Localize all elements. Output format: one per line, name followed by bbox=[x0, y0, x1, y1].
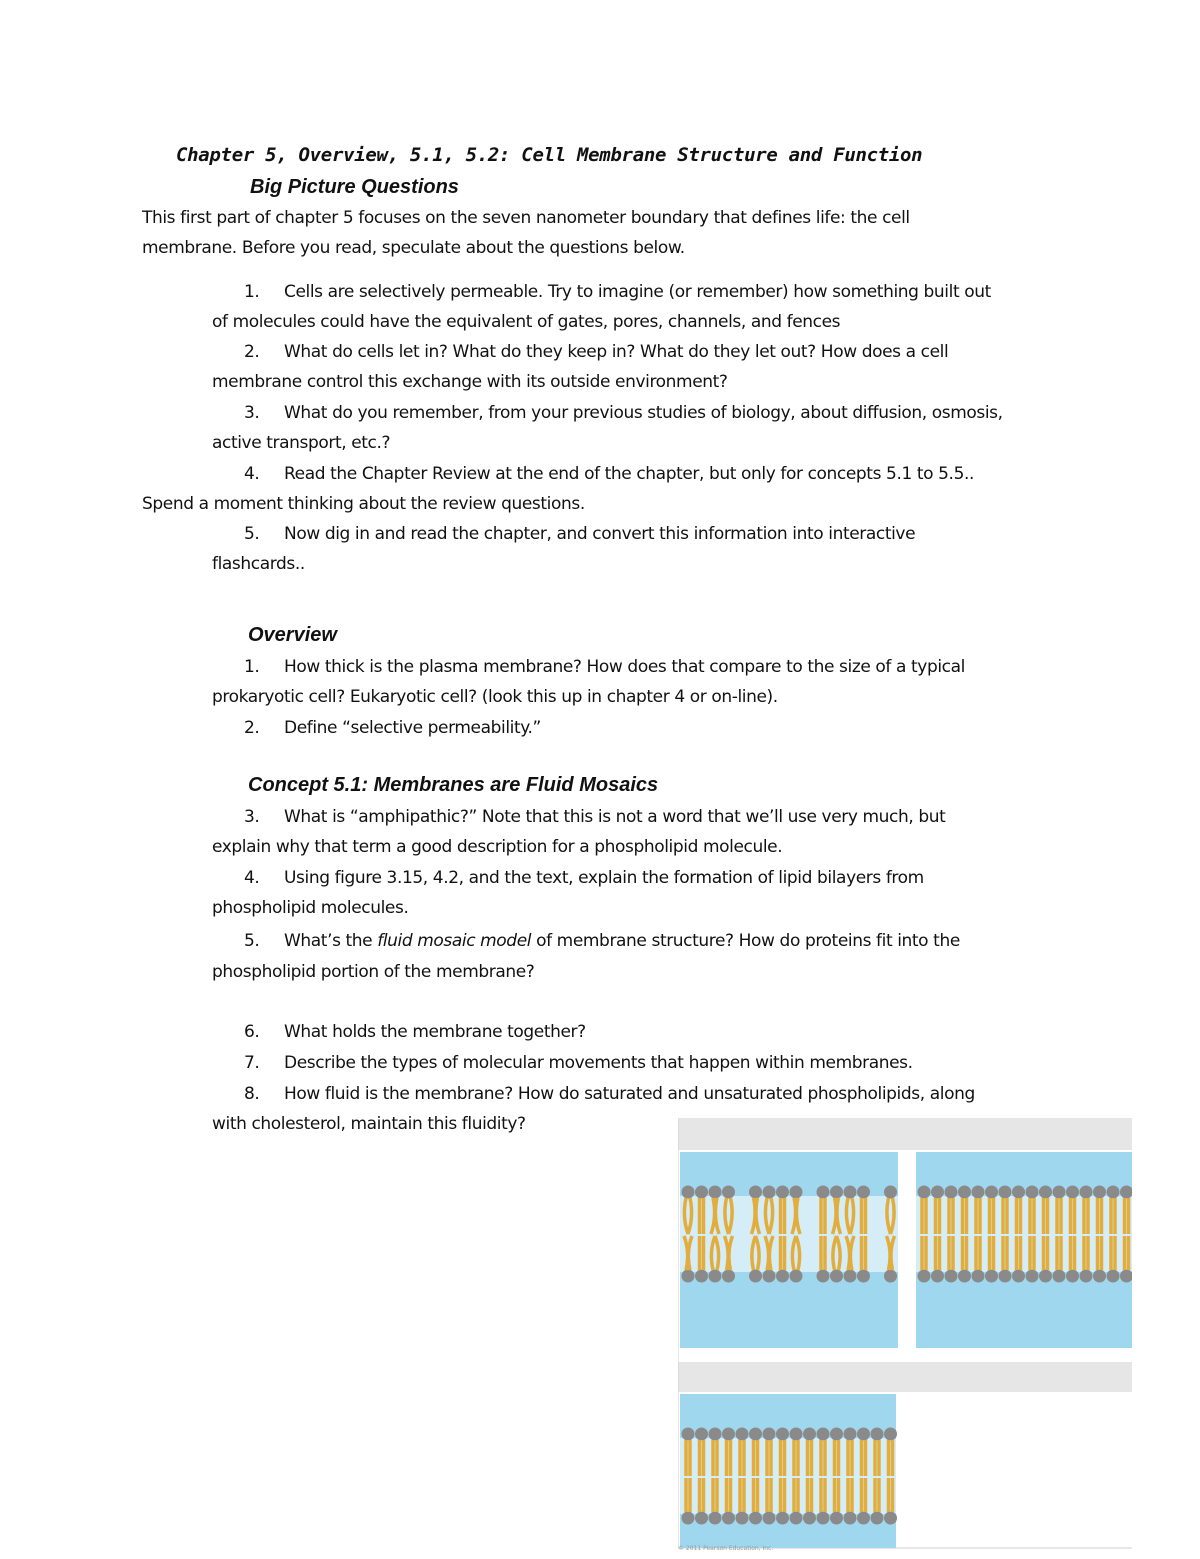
panel-saturated-head-bottom bbox=[958, 1270, 971, 1283]
panel-cholesterol-head-top bbox=[776, 1428, 789, 1441]
panel-unsaturated-head-top bbox=[790, 1186, 803, 1199]
intro-line-1: This first part of chapter 5 focuses on the seven nanometer boundary that defines life: the cell bbox=[142, 208, 910, 228]
item-text: Define “selective permeability.” bbox=[284, 718, 541, 738]
panel-cholesterol-head-top bbox=[709, 1428, 722, 1441]
item-text: Now dig in and read the chapter, and convert this information into interactive bbox=[284, 524, 916, 544]
panel-cholesterol-head-top bbox=[722, 1428, 735, 1441]
panel-saturated-head-bottom bbox=[1066, 1270, 1079, 1283]
item-number: 2. bbox=[244, 718, 260, 738]
list-item-bp-5 bbox=[244, 524, 915, 544]
item-text: How fluid is the membrane? How do saturated and unsaturated phospholipids, along bbox=[284, 1084, 975, 1104]
panel-unsaturated-head-top bbox=[884, 1186, 897, 1199]
panel-unsaturated-head-bottom bbox=[682, 1270, 695, 1283]
overview-heading: Overview bbox=[248, 624, 337, 646]
list-item-c-8-cont: with cholesterol, maintain this fluidity? bbox=[212, 1114, 526, 1134]
item-number: 7. bbox=[244, 1053, 260, 1073]
panel-unsaturated-head-bottom bbox=[776, 1270, 789, 1283]
panel-cholesterol-head-top bbox=[682, 1428, 695, 1441]
panel-unsaturated-head-bottom bbox=[749, 1270, 762, 1283]
panel-cholesterol-head-bottom bbox=[695, 1512, 708, 1525]
figure-header-bar-top bbox=[678, 1118, 1132, 1150]
document-title: Chapter 5, Overview, 5.1, 5.2: Cell Membrane Structure and Function bbox=[176, 144, 923, 166]
item-number: 3. bbox=[244, 403, 260, 423]
panel-saturated-head-bottom bbox=[945, 1270, 958, 1283]
item-text-emphasis: fluid mosaic model bbox=[377, 931, 532, 951]
figure-divider bbox=[678, 1150, 1132, 1152]
panel-saturated-head-bottom bbox=[1012, 1270, 1025, 1283]
panel-cholesterol-head-bottom bbox=[817, 1512, 830, 1525]
item-text: What holds the membrane together? bbox=[284, 1022, 586, 1042]
panel-saturated-head-bottom bbox=[1107, 1270, 1120, 1283]
panel-saturated-head-bottom bbox=[972, 1270, 985, 1283]
panel-cholesterol-head-bottom bbox=[871, 1512, 884, 1525]
panel-saturated-head-top bbox=[931, 1186, 944, 1199]
panel-cholesterol-head-top bbox=[857, 1428, 870, 1441]
panel-unsaturated-head-bottom bbox=[763, 1270, 776, 1283]
bilayer-panels bbox=[680, 1152, 1132, 1548]
figure-copyright: © 2011 Pearson Education, Inc. bbox=[678, 1545, 774, 1552]
panel-unsaturated-head-top bbox=[722, 1186, 735, 1199]
panel-cholesterol-head-bottom bbox=[682, 1512, 695, 1525]
panel-saturated-head-bottom bbox=[999, 1270, 1012, 1283]
panel-unsaturated-head-top bbox=[857, 1186, 870, 1199]
panel-cholesterol-head-bottom bbox=[749, 1512, 762, 1525]
panel-unsaturated-head-top bbox=[695, 1186, 708, 1199]
panel-cholesterol-head-bottom bbox=[709, 1512, 722, 1525]
item-number: 1. bbox=[244, 657, 260, 677]
item-text: What do cells let in? What do they keep in? What do they let out? How does a cell bbox=[284, 342, 949, 362]
panel-saturated-head-top bbox=[945, 1186, 958, 1199]
panel-cholesterol-head-bottom bbox=[857, 1512, 870, 1525]
panel-saturated-head-bottom bbox=[918, 1270, 931, 1283]
panel-saturated-head-top bbox=[1093, 1186, 1106, 1199]
panel-unsaturated-head-bottom bbox=[709, 1270, 722, 1283]
panel-unsaturated-head-top bbox=[844, 1186, 857, 1199]
panel-unsaturated-head-top bbox=[749, 1186, 762, 1199]
item-text-post: of membrane structure? How do proteins fit into the bbox=[531, 931, 960, 951]
panel-saturated-head-top bbox=[972, 1186, 985, 1199]
panel-cholesterol-head-top bbox=[736, 1428, 749, 1441]
item-number: 5. bbox=[244, 524, 260, 544]
item-text: How thick is the plasma membrane? How does that compare to the size of a typical bbox=[284, 657, 965, 677]
panel-unsaturated-head-top bbox=[776, 1186, 789, 1199]
panel-cholesterol-head-top bbox=[844, 1428, 857, 1441]
panel-unsaturated-head-bottom bbox=[884, 1270, 897, 1283]
panel-cholesterol-head-top bbox=[763, 1428, 776, 1441]
panel-saturated-head-top bbox=[1107, 1186, 1120, 1199]
panel-saturated-head-top bbox=[958, 1186, 971, 1199]
panel-unsaturated-head-bottom bbox=[844, 1270, 857, 1283]
panel-cholesterol-head-top bbox=[803, 1428, 816, 1441]
list-item-bp-4 bbox=[244, 464, 974, 484]
panel-unsaturated-head-top bbox=[709, 1186, 722, 1199]
panel-cholesterol-head-bottom bbox=[776, 1512, 789, 1525]
item-text: What is “amphipathic?” Note that this is not a word that we’ll use very much, but bbox=[284, 807, 946, 827]
panel-cholesterol-head-bottom bbox=[736, 1512, 749, 1525]
list-item-bp-5-cont: flashcards.. bbox=[212, 554, 305, 574]
list-item-bp-3 bbox=[244, 403, 1003, 423]
panel-unsaturated-head-top bbox=[682, 1186, 695, 1199]
list-item-bp-3-cont: active transport, etc.? bbox=[212, 433, 391, 453]
panel-saturated-head-top bbox=[1053, 1186, 1066, 1199]
panel-saturated-head-bottom bbox=[1026, 1270, 1039, 1283]
panel-saturated-head-top bbox=[1066, 1186, 1079, 1199]
item-text: Using figure 3.15, 4.2, and the text, explain the formation of lipid bilayers from bbox=[284, 868, 924, 888]
panel-cholesterol-head-bottom bbox=[803, 1512, 816, 1525]
item-number: 4. bbox=[244, 464, 260, 484]
panel-cholesterol-head-bottom bbox=[722, 1512, 735, 1525]
panel-saturated-head-bottom bbox=[985, 1270, 998, 1283]
concept-5-1-heading: Concept 5.1: Membranes are Fluid Mosaics bbox=[248, 774, 659, 796]
big-picture-heading: Big Picture Questions bbox=[250, 176, 459, 198]
item-text-pre: What’s the bbox=[284, 931, 378, 951]
panel-unsaturated-head-bottom bbox=[830, 1270, 843, 1283]
panel-cholesterol-head-bottom bbox=[790, 1512, 803, 1525]
item-text: Describe the types of molecular movements that happen within membranes. bbox=[284, 1053, 913, 1073]
list-item-ov-1-cont: prokaryotic cell? Eukaryotic cell? (look this up in chapter 4 or on-line). bbox=[212, 687, 778, 707]
list-item-ov-2 bbox=[244, 718, 541, 738]
list-item-c-7 bbox=[244, 1053, 913, 1073]
item-text: Read the Chapter Review at the end of the chapter, but only for concepts 5.1 to 5.5.. bbox=[284, 464, 974, 484]
panel-saturated-head-bottom bbox=[1039, 1270, 1052, 1283]
list-item-c-4 bbox=[244, 868, 924, 888]
panel-saturated-head-top bbox=[1026, 1186, 1039, 1199]
panel-unsaturated-head-bottom bbox=[722, 1270, 735, 1283]
list-item-c-5-cont: phospholipid portion of the membrane? bbox=[212, 962, 535, 982]
item-number: 6. bbox=[244, 1022, 260, 1042]
panel-cholesterol-head-top bbox=[817, 1428, 830, 1441]
panel-cholesterol-head-top bbox=[749, 1428, 762, 1441]
list-item-bp-2 bbox=[244, 342, 948, 362]
item-number: 4. bbox=[244, 868, 260, 888]
item-number: 2. bbox=[244, 342, 260, 362]
item-text: What do you remember, from your previous studies of biology, about diffusion, osmosis, bbox=[284, 403, 1003, 423]
intro-line-2: membrane. Before you read, speculate about the questions below. bbox=[142, 238, 685, 258]
figure-header-bar-bottom bbox=[678, 1362, 1132, 1392]
panel-unsaturated-head-bottom bbox=[817, 1270, 830, 1283]
panel-unsaturated-head-top bbox=[763, 1186, 776, 1199]
panel-cholesterol-head-top bbox=[790, 1428, 803, 1441]
panel-saturated-head-top bbox=[999, 1186, 1012, 1199]
item-number: 3. bbox=[244, 807, 260, 827]
panel-saturated-head-bottom bbox=[1093, 1270, 1106, 1283]
panel-saturated-head-bottom bbox=[1053, 1270, 1066, 1283]
list-item-bp-2-cont: membrane control this exchange with its outside environment? bbox=[212, 372, 728, 392]
item-number: 8. bbox=[244, 1084, 260, 1104]
panel-unsaturated-head-bottom bbox=[790, 1270, 803, 1283]
list-item-c-8 bbox=[244, 1084, 975, 1104]
panel-unsaturated-head-bottom bbox=[695, 1270, 708, 1283]
item-text: Cells are selectively permeable. Try to imagine (or remember) how something built out bbox=[284, 282, 991, 302]
panel-cholesterol-head-top bbox=[695, 1428, 708, 1441]
list-item-c-5 bbox=[244, 931, 960, 951]
list-item-c-3-cont: explain why that term a good description for a phospholipid molecule. bbox=[212, 837, 783, 857]
panel-cholesterol-head-top bbox=[884, 1428, 897, 1441]
list-item-ov-1 bbox=[244, 657, 965, 677]
membrane-figure-svg bbox=[678, 1118, 1132, 1554]
list-item-bp-1 bbox=[244, 282, 991, 302]
panel-cholesterol-head-bottom bbox=[830, 1512, 843, 1525]
panel-saturated-head-bottom bbox=[931, 1270, 944, 1283]
list-item-c-3 bbox=[244, 807, 945, 827]
panel-saturated-head-top bbox=[1039, 1186, 1052, 1199]
panel-saturated-head-bottom bbox=[1080, 1270, 1093, 1283]
panel-cholesterol-head-top bbox=[871, 1428, 884, 1441]
list-item-bp-1-cont: of molecules could have the equivalent of gates, pores, channels, and fences bbox=[212, 312, 841, 332]
panel-cholesterol-head-bottom bbox=[884, 1512, 897, 1525]
item-number: 1. bbox=[244, 282, 260, 302]
panel-cholesterol-head-bottom bbox=[844, 1512, 857, 1525]
panel-cholesterol-head-top bbox=[830, 1428, 843, 1441]
membrane-fluidity-figure bbox=[678, 1118, 1132, 1554]
panel-unsaturated-head-bottom bbox=[857, 1270, 870, 1283]
panel-cholesterol-head-bottom bbox=[763, 1512, 776, 1525]
panel-saturated-head-top bbox=[1012, 1186, 1025, 1199]
panel-unsaturated-head-top bbox=[817, 1186, 830, 1199]
item-number: 5. bbox=[244, 931, 260, 951]
panel-saturated-head-top bbox=[985, 1186, 998, 1199]
panel-unsaturated-head-top bbox=[830, 1186, 843, 1199]
panel-saturated-head-top bbox=[918, 1186, 931, 1199]
list-item-c-6 bbox=[244, 1022, 586, 1042]
panel-saturated-head-top bbox=[1080, 1186, 1093, 1199]
list-item-bp-4-cont: Spend a moment thinking about the review questions. bbox=[142, 494, 585, 514]
list-item-c-4-cont: phospholipid molecules. bbox=[212, 898, 409, 918]
